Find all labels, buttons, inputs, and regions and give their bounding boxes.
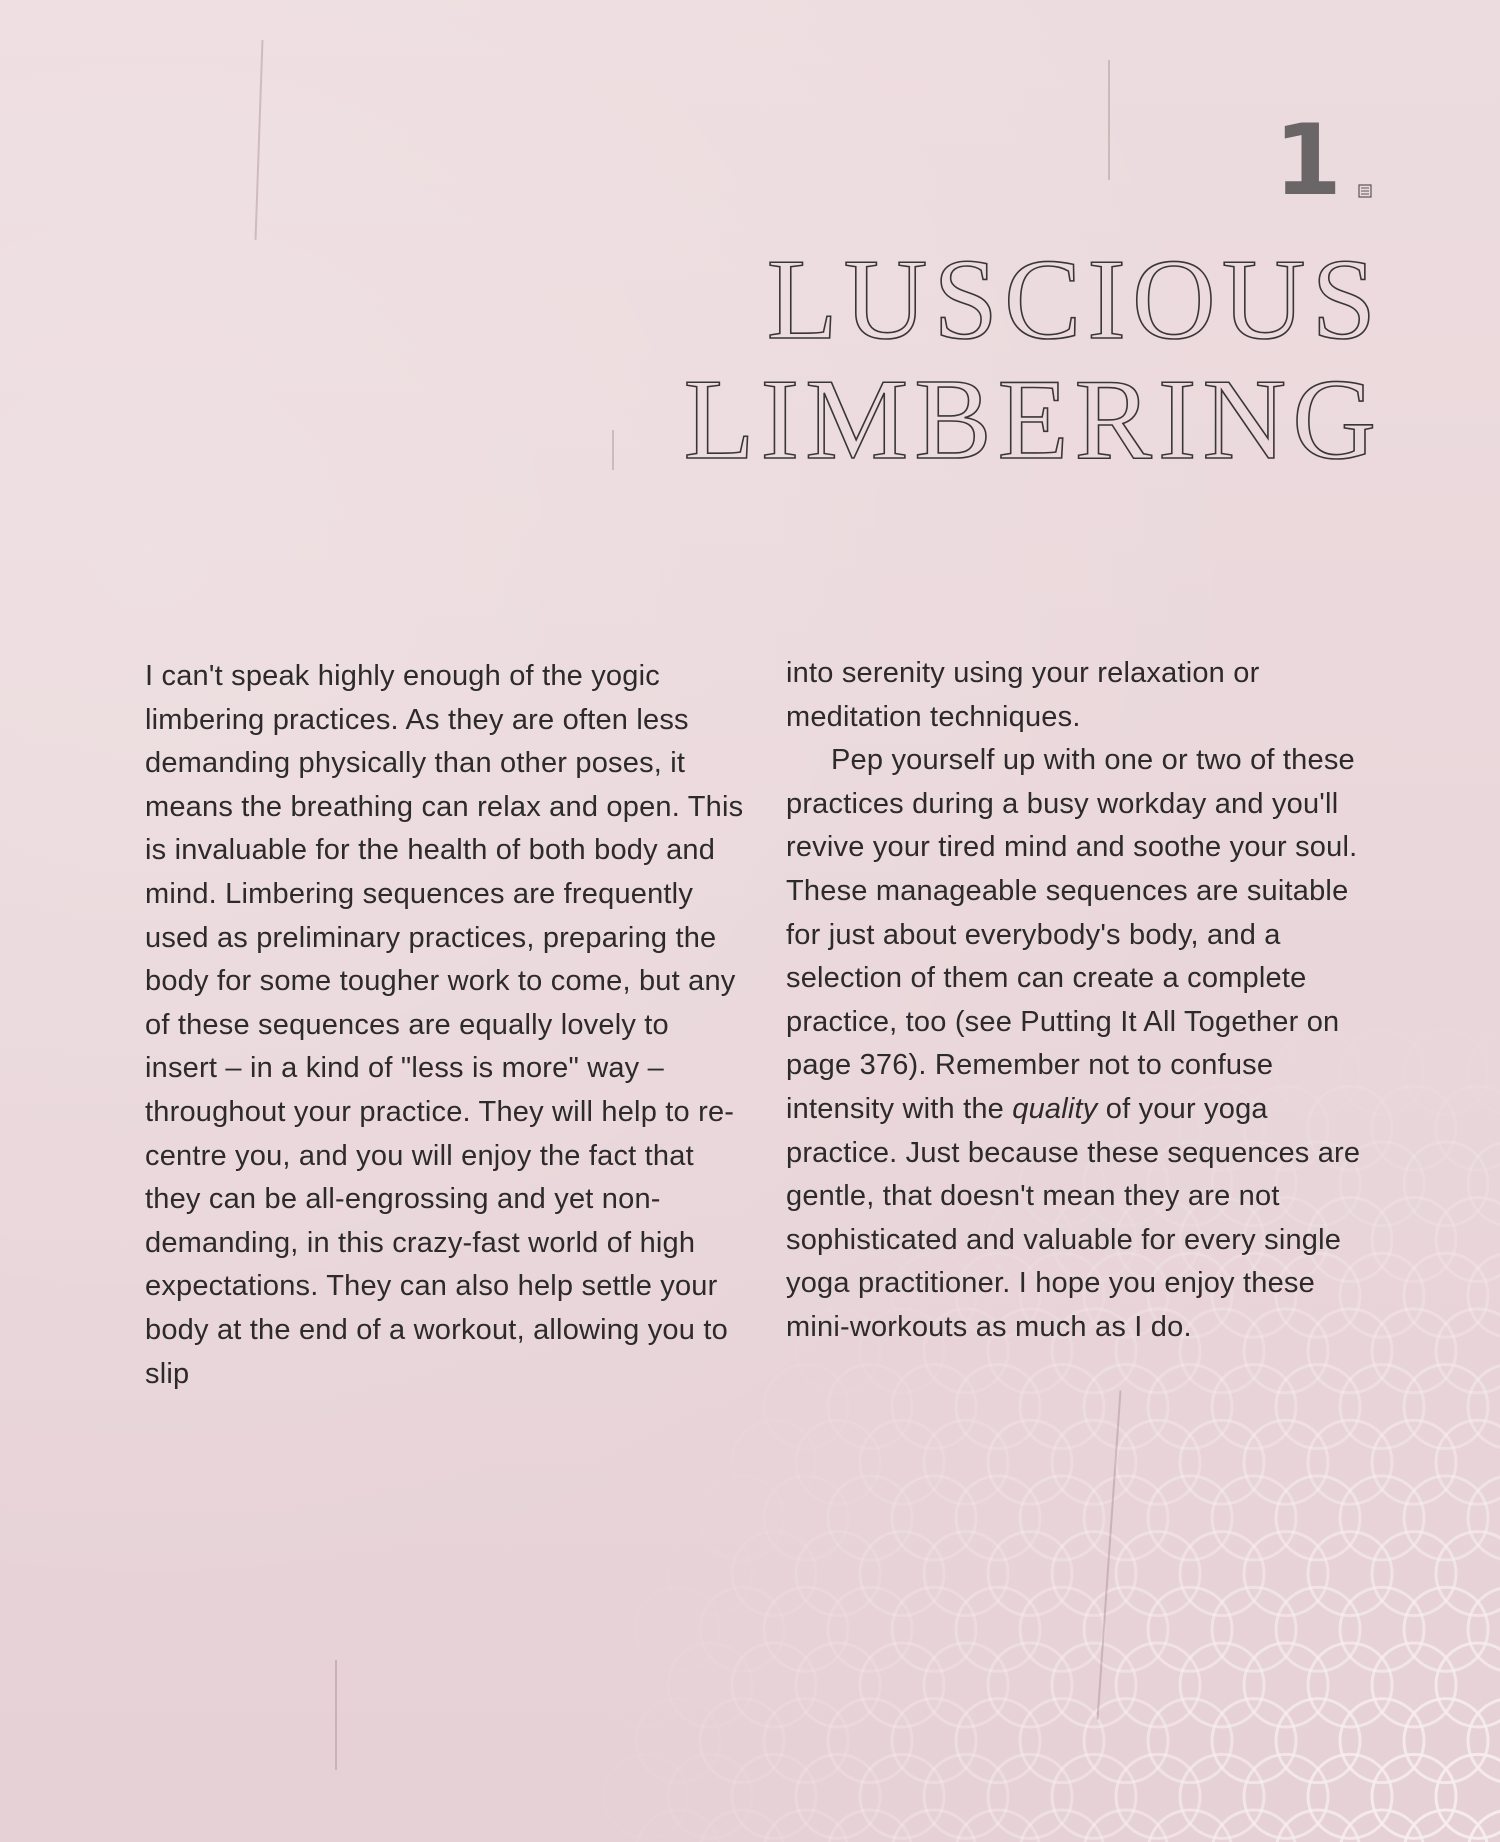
pattern-circle bbox=[1468, 1476, 1500, 1560]
body-text: of your yoga practice. Just because these sequences are gentle, that doesn't mean they are not sophisticated and valuable for every single yoga practitioner. I hope you enjoy these mini-workouts as much as I do. bbox=[786, 1092, 1361, 1343]
paper-scratch bbox=[1108, 60, 1110, 180]
pattern-circle bbox=[892, 1699, 976, 1783]
pattern-circle bbox=[1020, 1810, 1104, 1842]
chapter-title bbox=[683, 236, 1382, 484]
pattern-circle bbox=[1148, 1365, 1232, 1449]
pattern-circle bbox=[1212, 1365, 1296, 1449]
pattern-circle bbox=[860, 1420, 944, 1504]
pattern-circle bbox=[956, 1587, 1040, 1671]
paper-scratch bbox=[1096, 1390, 1121, 1719]
pattern-circle bbox=[1372, 1643, 1456, 1727]
body-column-right bbox=[786, 652, 1386, 1350]
pattern-circle bbox=[892, 1810, 976, 1842]
pattern-circle bbox=[604, 1643, 688, 1727]
pattern-circle bbox=[732, 1420, 816, 1504]
paper-scratch bbox=[255, 40, 264, 240]
pattern-circle bbox=[1180, 1420, 1264, 1504]
emphasis-text: quality bbox=[1012, 1092, 1098, 1125]
pattern-circle bbox=[1436, 1086, 1500, 1170]
pattern-circle bbox=[1468, 1810, 1500, 1842]
pattern-circle bbox=[636, 1587, 720, 1671]
pattern-circle bbox=[1276, 1587, 1360, 1671]
pattern-circle bbox=[1468, 1699, 1500, 1783]
pattern-circle bbox=[700, 1810, 784, 1842]
pattern-circle bbox=[1020, 1699, 1104, 1783]
pattern-circle bbox=[1084, 1476, 1168, 1560]
pattern-circle bbox=[828, 1810, 912, 1842]
pattern-circle bbox=[1020, 1587, 1104, 1671]
pattern-circle bbox=[1244, 1754, 1328, 1838]
pattern-circle bbox=[1436, 1754, 1500, 1838]
chapter-mark-icon bbox=[1358, 184, 1372, 198]
paper-scratch bbox=[612, 430, 614, 470]
pattern-circle bbox=[1052, 1420, 1136, 1504]
pattern-circle bbox=[764, 1699, 848, 1783]
pattern-circle bbox=[860, 1643, 944, 1727]
pattern-circle bbox=[764, 1365, 848, 1449]
pattern-circle bbox=[1436, 1532, 1500, 1616]
pattern-circle bbox=[1276, 1810, 1360, 1842]
pattern-circle bbox=[988, 1643, 1072, 1727]
body-column-left bbox=[145, 655, 745, 1396]
pattern-circle bbox=[1212, 1699, 1296, 1783]
pattern-circle bbox=[1340, 1365, 1424, 1449]
pattern-circle bbox=[700, 1699, 784, 1783]
pattern-circle bbox=[828, 1699, 912, 1783]
pattern-circle bbox=[1116, 1420, 1200, 1504]
pattern-circle bbox=[1436, 1198, 1500, 1282]
body-text: Pep yourself up with one or two of these practices during a busy workday and you'll revive your tired mind and soothe your soul. These manageable sequences are suitable for just about everybody's body, and a selection of them can create a complete practice, too (see Putting It All Together on page 376). Remember not to confuse intensity with the bbox=[786, 744, 1358, 1125]
pattern-circle bbox=[1084, 1587, 1168, 1671]
pattern-circle bbox=[732, 1532, 816, 1616]
pattern-circle bbox=[1436, 1420, 1500, 1504]
pattern-circle bbox=[796, 1420, 880, 1504]
pattern-circle bbox=[828, 1587, 912, 1671]
pattern-circle bbox=[1180, 1532, 1264, 1616]
pattern-circle bbox=[1372, 1420, 1456, 1504]
body-paragraph bbox=[786, 739, 1386, 1349]
pattern-circle bbox=[1020, 1476, 1104, 1560]
pattern-circle bbox=[1340, 1810, 1424, 1842]
pattern-circle bbox=[1052, 1532, 1136, 1616]
pattern-circle bbox=[1212, 1587, 1296, 1671]
pattern-circle bbox=[1180, 1754, 1264, 1838]
pattern-circle bbox=[764, 1810, 848, 1842]
pattern-circle bbox=[828, 1476, 912, 1560]
pattern-circle bbox=[1404, 1253, 1488, 1337]
pattern-circle bbox=[1212, 1476, 1296, 1560]
pattern-circle bbox=[924, 1754, 1008, 1838]
pattern-circle bbox=[1468, 1365, 1500, 1449]
pattern-circle bbox=[1084, 1810, 1168, 1842]
pattern-circle bbox=[1404, 1476, 1488, 1560]
pattern-circle bbox=[1404, 1587, 1488, 1671]
body-paragraph: into serenity using your relaxation or meditation techniques. bbox=[786, 657, 1260, 733]
pattern-circle bbox=[1020, 1365, 1104, 1449]
pattern-circle bbox=[1276, 1476, 1360, 1560]
pattern-circle bbox=[1404, 1365, 1488, 1449]
pattern-circle bbox=[1244, 1532, 1328, 1616]
pattern-circle bbox=[924, 1643, 1008, 1727]
pattern-circle bbox=[700, 1476, 784, 1560]
pattern-circle bbox=[988, 1754, 1072, 1838]
pattern-circle bbox=[956, 1365, 1040, 1449]
pattern-circle bbox=[860, 1754, 944, 1838]
chapter-title-line-2: LIMBERING bbox=[683, 356, 1382, 484]
pattern-circle bbox=[1468, 1587, 1500, 1671]
pattern-circle bbox=[796, 1643, 880, 1727]
pattern-circle bbox=[1116, 1754, 1200, 1838]
pattern-circle bbox=[1468, 1253, 1500, 1337]
pattern-circle bbox=[796, 1754, 880, 1838]
pattern-circle bbox=[828, 1365, 912, 1449]
pattern-circle bbox=[892, 1587, 976, 1671]
pattern-circle bbox=[924, 1420, 1008, 1504]
pattern-circle bbox=[1404, 1030, 1488, 1114]
pattern-circle bbox=[1276, 1365, 1360, 1449]
pattern-circle bbox=[1340, 1587, 1424, 1671]
pattern-circle bbox=[1404, 1142, 1488, 1226]
body-paragraph: I can't speak highly enough of the yogic limbering practices. As they are often less demanding physically than other poses, it means the breathing can relax and open. This is invaluable for the health of both body and mind. Limbering sequences are frequently used as preliminary practices, preparing the body for some tougher work to come, but any of these sequences are equally lovely to insert – in a kind of "less is more" way – throughout your practice. They will help to re-centre you, and you will enjoy the fact that they can be all-engrossing and yet non-demanding, in this crazy-fast world of high expectations. They can also help settle your body at the end of a workout, allowing you to slip bbox=[145, 660, 744, 1390]
pattern-circle bbox=[1468, 1030, 1500, 1114]
pattern-circle bbox=[860, 1532, 944, 1616]
pattern-circle bbox=[796, 1532, 880, 1616]
pattern-circle bbox=[988, 1532, 1072, 1616]
pattern-circle bbox=[1052, 1643, 1136, 1727]
pattern-circle bbox=[1404, 1699, 1488, 1783]
pattern-circle bbox=[988, 1420, 1072, 1504]
chapter-number: 1 bbox=[1273, 104, 1342, 218]
pattern-circle bbox=[1212, 1810, 1296, 1842]
pattern-circle bbox=[1340, 1476, 1424, 1560]
pattern-circle bbox=[1148, 1810, 1232, 1842]
pattern-circle bbox=[732, 1643, 816, 1727]
pattern-circle bbox=[1084, 1365, 1168, 1449]
pattern-circle bbox=[1116, 1532, 1200, 1616]
pattern-circle bbox=[1308, 1754, 1392, 1838]
pattern-circle bbox=[1340, 1699, 1424, 1783]
chapter-title-line-1: LUSCIOUS bbox=[766, 236, 1382, 364]
pattern-circle bbox=[636, 1810, 720, 1842]
pattern-circle bbox=[700, 1587, 784, 1671]
pattern-circle bbox=[668, 1532, 752, 1616]
pattern-circle bbox=[732, 1754, 816, 1838]
pattern-circle bbox=[668, 1643, 752, 1727]
pattern-circle bbox=[1308, 1643, 1392, 1727]
pattern-circle bbox=[1436, 1643, 1500, 1727]
pattern-circle bbox=[764, 1587, 848, 1671]
pattern-circle bbox=[1116, 1643, 1200, 1727]
pattern-circle bbox=[1372, 1754, 1456, 1838]
pattern-circle bbox=[1308, 1532, 1392, 1616]
pattern-circle bbox=[1404, 1810, 1488, 1842]
pattern-circle bbox=[1308, 1420, 1392, 1504]
pattern-circle bbox=[892, 1365, 976, 1449]
pattern-circle bbox=[1372, 1532, 1456, 1616]
pattern-circle bbox=[1244, 1643, 1328, 1727]
pattern-circle bbox=[604, 1754, 688, 1838]
pattern-circle bbox=[956, 1699, 1040, 1783]
pattern-circle bbox=[1148, 1476, 1232, 1560]
pattern-circle bbox=[636, 1699, 720, 1783]
pattern-circle bbox=[1276, 1699, 1360, 1783]
pattern-circle bbox=[1148, 1587, 1232, 1671]
pattern-circle bbox=[1436, 1309, 1500, 1393]
pattern-circle bbox=[956, 1476, 1040, 1560]
pattern-circle bbox=[956, 1810, 1040, 1842]
pattern-circle bbox=[924, 1532, 1008, 1616]
paper-scratch bbox=[335, 1660, 337, 1770]
pattern-circle bbox=[1180, 1643, 1264, 1727]
pattern-circle bbox=[764, 1476, 848, 1560]
pattern-circle bbox=[668, 1754, 752, 1838]
pattern-circle bbox=[1468, 1142, 1500, 1226]
pattern-circle bbox=[1148, 1699, 1232, 1783]
pattern-circle bbox=[892, 1476, 976, 1560]
pattern-circle bbox=[1052, 1754, 1136, 1838]
pattern-circle bbox=[1244, 1420, 1328, 1504]
